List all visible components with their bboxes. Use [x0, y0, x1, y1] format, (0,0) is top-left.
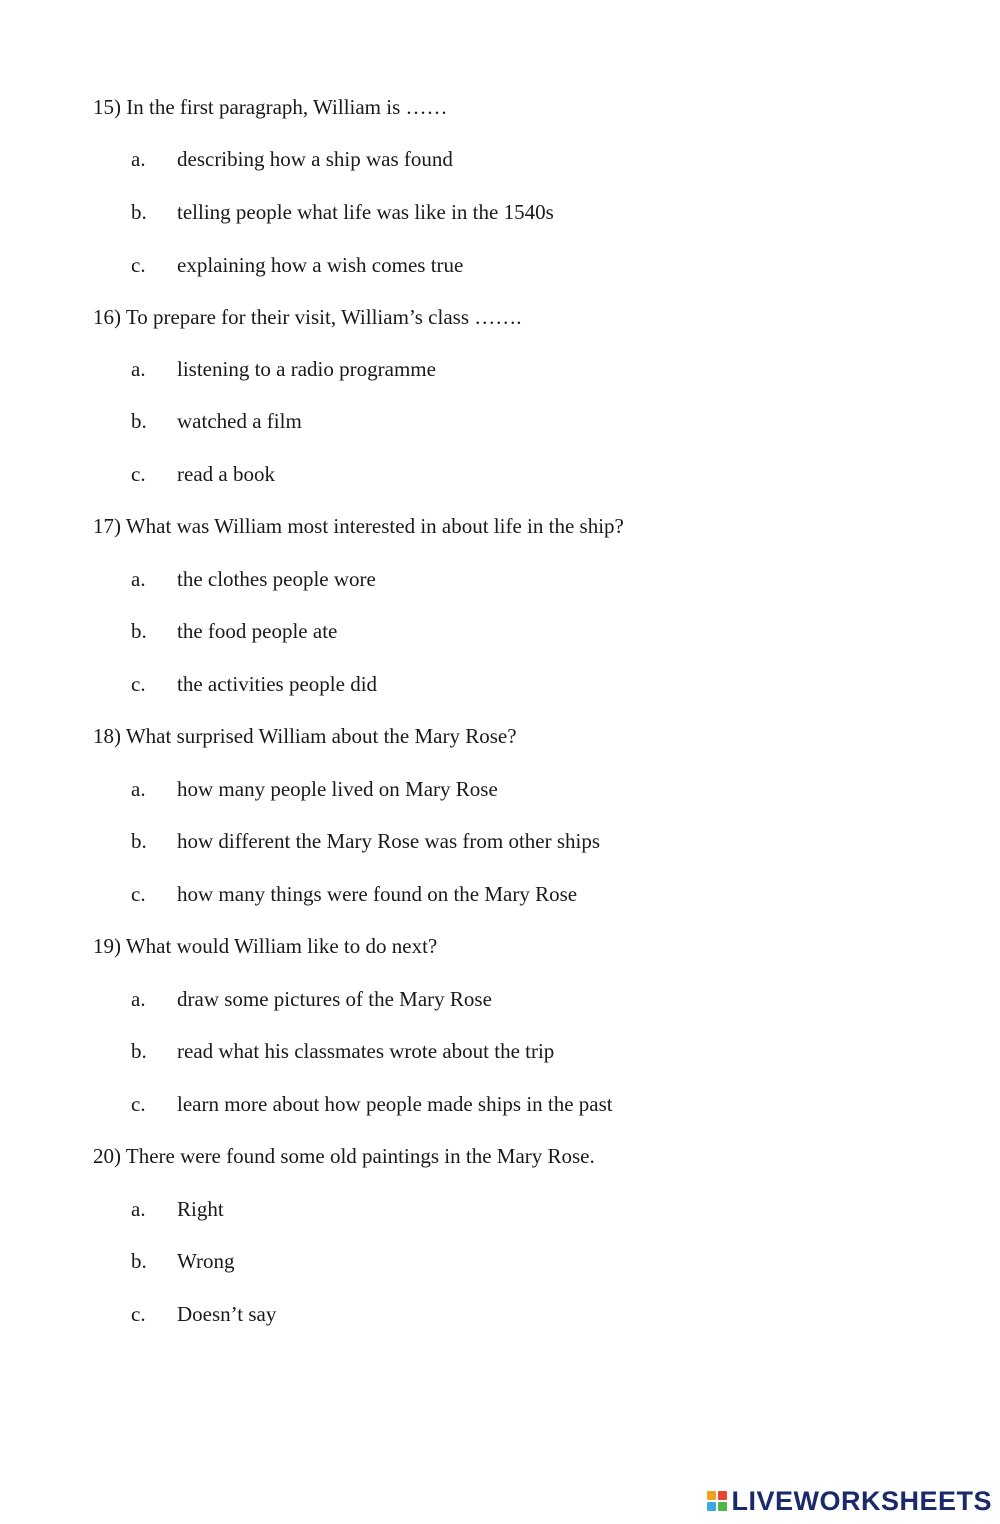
option-text: Right — [177, 1197, 224, 1221]
option-letter: b. — [131, 1249, 147, 1273]
option-letter: a. — [131, 777, 146, 801]
option-text: the clothes people wore — [177, 567, 376, 591]
option-letter: a. — [131, 147, 146, 171]
option-letter: c. — [131, 253, 146, 277]
option-letter: c. — [131, 672, 146, 696]
option-text: draw some pictures of the Mary Rose — [177, 987, 492, 1011]
option-text: explaining how a wish comes true — [177, 253, 464, 277]
question-18: 18) What surprised William about the Mary Rose? — [93, 724, 517, 748]
logo-square-icon — [707, 1491, 716, 1500]
logo-square-icon — [707, 1502, 716, 1511]
option-text: how many people lived on Mary Rose — [177, 777, 498, 801]
option-text: read what his classmates wrote about the trip — [177, 1039, 555, 1063]
option-text: read a book — [177, 462, 275, 486]
logo-text: LIVEWORKSHEETS — [731, 1485, 992, 1516]
option-text: describing how a ship was found — [177, 147, 453, 171]
option-letter: b. — [131, 829, 147, 853]
option-text: telling people what life was like in the 1540s — [177, 200, 554, 224]
option-text: learn more about how people made ships in the past — [177, 1092, 613, 1116]
question-15: 15) In the first paragraph, William is …… — [93, 95, 448, 119]
question-16: 16) To prepare for their visit, William’s class ……. — [93, 305, 522, 329]
option-text: the food people ate — [177, 619, 338, 643]
question-19: 19) What would William like to do next? — [93, 934, 438, 958]
option-text: Doesn’t say — [177, 1302, 277, 1326]
logo-square-icon — [718, 1491, 727, 1500]
option-letter: b. — [131, 200, 147, 224]
option-letter: c. — [131, 462, 146, 486]
option-letter: c. — [131, 1092, 146, 1116]
liveworksheets-logo — [707, 1484, 992, 1518]
option-letter: a. — [131, 357, 146, 381]
option-letter: a. — [131, 567, 146, 591]
option-text: watched a film — [177, 409, 302, 433]
option-text: listening to a radio programme — [177, 357, 436, 381]
logo-mark-icon — [707, 1491, 727, 1511]
option-letter: a. — [131, 987, 146, 1011]
option-text: how many things were found on the Mary Rose — [177, 882, 578, 906]
option-text: the activities people did — [177, 672, 378, 696]
option-text: how different the Mary Rose was from other ships — [177, 829, 601, 853]
question-17: 17) What was William most interested in about life in the ship? — [93, 514, 624, 538]
option-letter: a. — [131, 1197, 146, 1221]
option-letter: c. — [131, 1302, 146, 1326]
question-20: 20) There were found some old paintings in the Mary Rose. — [93, 1144, 595, 1168]
option-letter: b. — [131, 1039, 147, 1063]
option-text: Wrong — [177, 1249, 235, 1273]
logo-square-icon — [718, 1502, 727, 1511]
option-letter: b. — [131, 409, 147, 433]
option-letter: c. — [131, 882, 146, 906]
option-letter: b. — [131, 619, 147, 643]
